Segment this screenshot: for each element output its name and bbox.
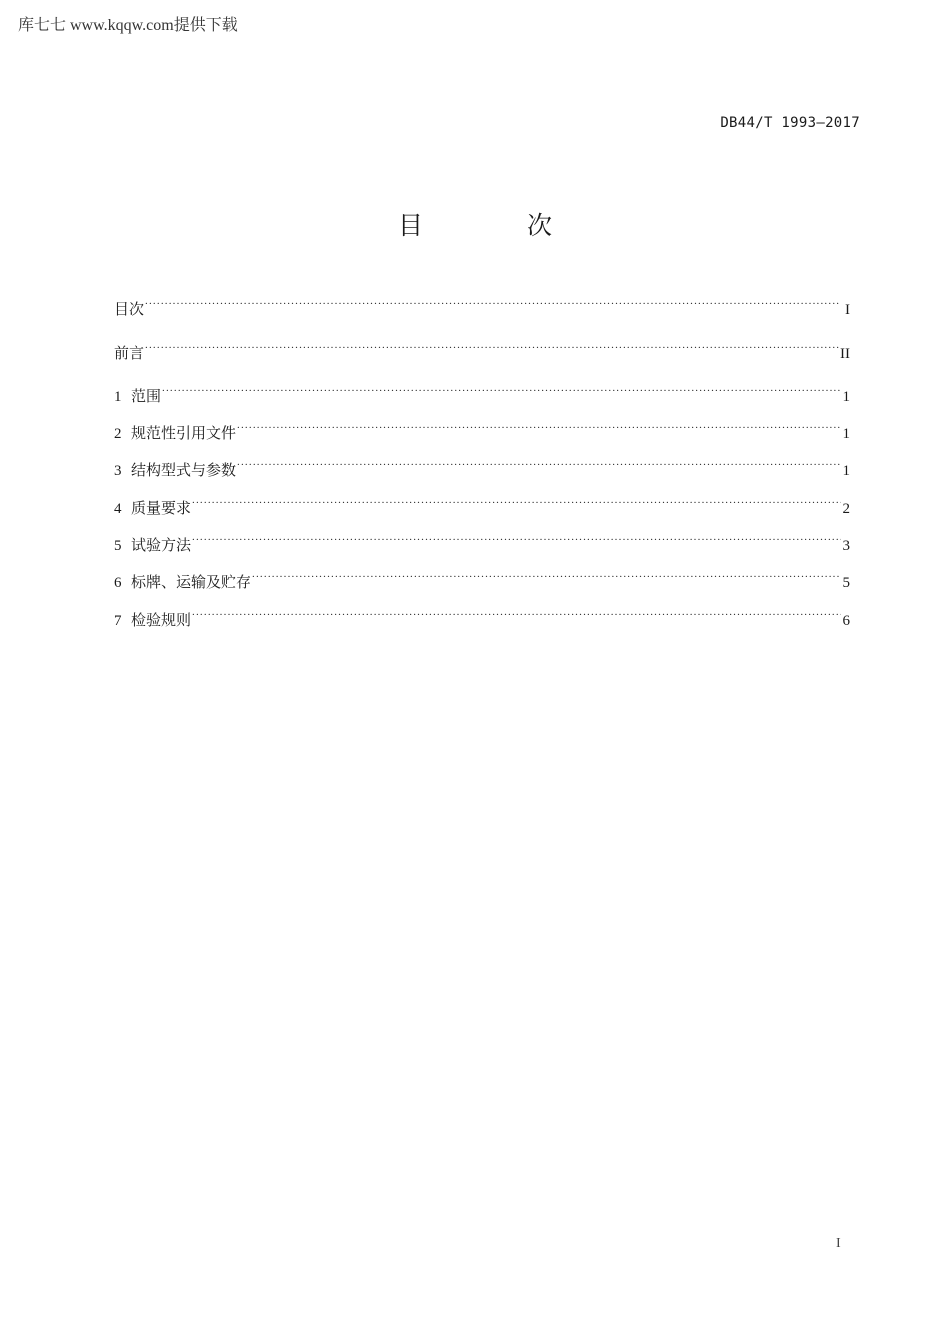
toc-entry-number: 4 [114,501,122,517]
toc-entry-4[interactable] [114,493,850,519]
toc-leader-dots [237,455,841,475]
toc-leader-dots [237,418,841,438]
toc-entry-number: 1 [114,389,122,405]
toc-entry-3[interactable] [114,455,850,481]
toc-entry-label: 质量要求 [131,501,192,517]
toc-entry-page: 5 [842,575,850,591]
toc-heading [0,206,950,242]
toc-entry-label: 范围 [131,389,162,405]
toc-entry-page: 1 [842,389,850,405]
toc-entry-number: 3 [114,463,122,479]
toc-entry-label: 规范性引用文件 [131,426,237,442]
toc-entry-number: 5 [114,538,122,554]
toc-leader-dots [145,338,839,358]
toc-entry-7[interactable] [114,605,850,631]
toc-entry-page: 1 [842,426,850,442]
toc-heading-char-2: 次 [527,211,553,240]
toc-entry-foreword[interactable] [114,338,850,364]
toc-entry-page: 1 [842,463,850,479]
toc-entry-2[interactable] [114,418,850,444]
toc-entry-number: 2 [114,426,122,442]
toc-entry-number: 6 [114,575,122,591]
toc-entry-page: 2 [842,501,850,517]
toc-entry-label: 前言 [114,346,145,362]
toc-leader-dots [192,493,841,513]
toc-entry-label: 目次 [114,302,145,318]
toc-entry-page: 6 [842,613,850,629]
watermark-text: 库七七 www.kqqw.com提供下载 [18,17,238,34]
toc-leader-dots [162,381,841,401]
toc-entry-number: 7 [114,613,122,629]
toc-leader-dots [145,294,841,314]
toc-leader-dots [192,605,841,625]
toc-entry-label: 检验规则 [131,613,192,629]
toc-entry-6[interactable] [114,567,850,593]
toc-entry-label: 试验方法 [131,538,192,554]
toc-entry-page: I [845,302,850,318]
toc-entry-label: 结构型式与参数 [131,463,237,479]
toc-entry-page: II [840,346,850,362]
toc-entry-5[interactable] [114,530,850,556]
toc-entry-label: 标牌、运输及贮存 [131,575,252,591]
toc-entry-contents[interactable] [114,294,850,320]
toc-entry-page: 3 [842,538,850,554]
toc-entry-1[interactable] [114,381,850,407]
page-number: I [836,1236,841,1251]
toc-leader-dots [252,567,841,587]
document-code: DB44/T 1993—2017 [720,115,860,131]
toc-leader-dots [192,530,841,550]
toc-heading-char-1: 目 [397,211,423,240]
